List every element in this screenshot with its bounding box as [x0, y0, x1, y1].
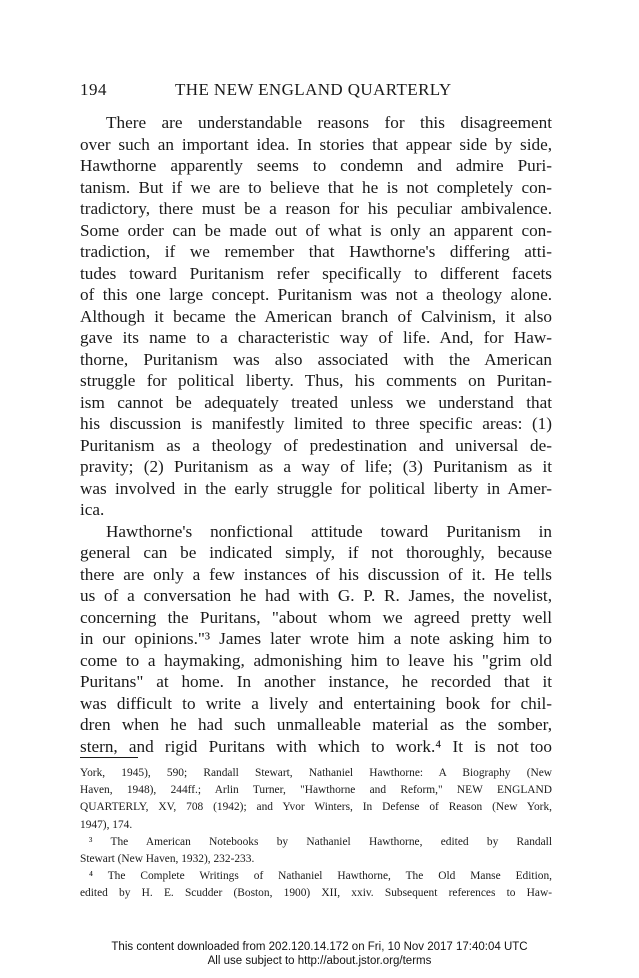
body-line: tanism. But if we are to believe that he is not completely con-: [80, 177, 552, 197]
body-line: come to a haymaking, admonishing him to leave his "grim old: [80, 650, 552, 670]
body-line: in our opinions."³ James later wrote him a note asking him to: [80, 629, 552, 648]
body-line: his discussion is manifestly limited to three specific areas: (1): [80, 414, 552, 433]
body-line: tradictory, there must be a reason for his peculiar ambivalence.: [80, 199, 552, 218]
body-line: tradiction, if we remember that Hawthorne's differing atti-: [80, 242, 552, 261]
footnote-line: QUARTERLY, XV, 708 (1942); and Yvor Winters, In Defense of Reason (New York,: [80, 801, 552, 814]
body-line: Although it became the American branch of Calvinism, it also: [80, 306, 552, 326]
body-line: was involved in the early struggle for political liberty in Amer-: [80, 478, 552, 498]
body-line: Hawthorne's nonfictional attitude toward Puritanism in: [106, 521, 552, 541]
footnotes: [80, 765, 552, 903]
body-line: was difficult to write a lively and entertaining book for chil-: [80, 693, 552, 713]
body-line: gave its name to a characteristic way of life. And, for Haw-: [80, 328, 552, 347]
body-line: Puritans" at home. In another instance, he recorded that it: [80, 672, 552, 691]
body-line: there are only a few instances of his discussion of it. He tells: [80, 564, 552, 584]
footnote-line: ⁴ The Complete Writings of Nathaniel Hawthorne, The Old Manse Edition,: [89, 870, 552, 883]
body-line: Hawthorne apparently seems to condemn and admire Puri-: [80, 156, 552, 175]
body-line: us of a conversation he had with G. P. R. James, the novelist,: [80, 586, 552, 605]
footnote-line: Stewart (New Haven, 1932), 232-233.: [80, 852, 255, 865]
download-note-line-1: This content downloaded from 202.120.14.172 on Fri, 10 Nov 2017 17:40:04 UTC: [111, 941, 528, 953]
body-line: of this one large concept. Puritanism was not a theology alone.: [80, 285, 552, 304]
page-number: 194: [80, 80, 107, 99]
footnote-rule: [80, 757, 138, 758]
body-line: Puritanism as a theology of predestination and universal de-: [80, 435, 552, 455]
footnote-line: Haven, 1948), 244ff.; Arlin Turner, "Hawthorne and Reform," NEW ENGLAND: [80, 784, 552, 797]
body-line: over such an important idea. In stories that appear side by side,: [80, 134, 552, 154]
body-line: Some order can be made out of what is only an apparent con-: [80, 220, 552, 240]
download-note: [0, 940, 639, 968]
body-line: pravity; (2) Puritanism as a way of life; (3) Puritanism as it: [80, 457, 552, 476]
body-text: [80, 112, 552, 757]
body-line: There are understandable reasons for this disagreement: [106, 113, 552, 132]
body-line: dren when he had such unmalleable material as the somber,: [80, 715, 552, 734]
body-line: ica.: [80, 500, 105, 519]
footnote-line: York, 1945), 590; Randall Stewart, Nathaniel Hawthorne: A Biography (New: [80, 767, 552, 779]
running-head: THE NEW ENGLAND QUARTERLY: [175, 80, 452, 99]
body-line: thorne, Puritanism was also associated with the American: [80, 349, 552, 369]
body-line: concerning the Puritans, "about whom we agreed pretty well: [80, 607, 552, 627]
body-line: ism cannot be adequately treated unless we understand that: [80, 392, 552, 412]
footnote-line: 1947), 174.: [80, 818, 133, 831]
body-line: stern, and rigid Puritans with which to work.⁴ It is not too: [80, 736, 552, 756]
footnote-line: ³ The American Notebooks by Nathaniel Hawthorne, edited by Randall: [89, 835, 552, 848]
body-line: struggle for political liberty. Thus, his comments on Puritan-: [80, 371, 552, 390]
download-note-line-2: All use subject to http://about.jstor.org/terms: [207, 955, 432, 967]
body-line: general can be indicated simply, if not thoroughly, because: [80, 543, 552, 562]
body-line: tudes toward Puritanism refer specifically to different facets: [80, 263, 552, 283]
footnote-line: edited by H. E. Scudder (Boston, 1900) XII, xxiv. Subsequent references to Haw-: [80, 887, 552, 900]
